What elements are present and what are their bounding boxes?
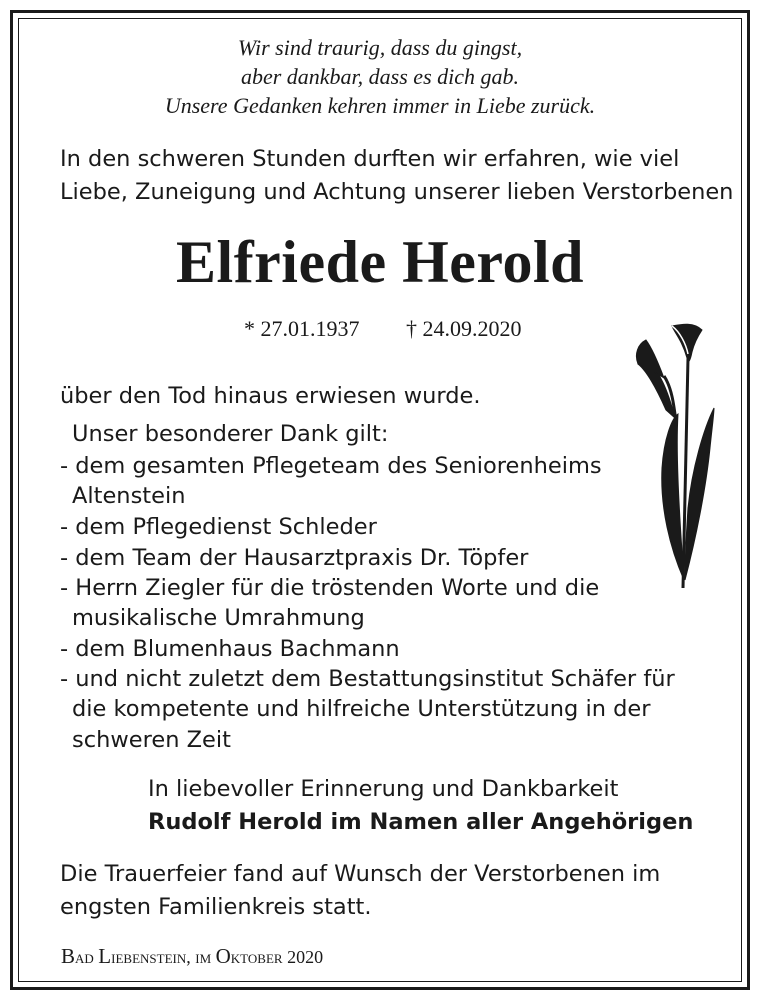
poem-line-3: Unsere Gedanken kehren immer in Liebe zurück. [164, 93, 596, 118]
thanks-line-3: - dem Pflegedienst Schleder [60, 514, 377, 540]
ceremony-line-1: Die Trauerfeier fand auf Wunsch der Verstorbenen im [60, 861, 661, 887]
closing-line: In liebevoller Erinnerung und Dankbarkeit [148, 776, 619, 802]
death-date: † 24.09.2020 [406, 316, 522, 341]
thanks-line-7: - dem Blumenhaus Bachmann [60, 636, 400, 662]
birth-date: * 27.01.1937 [244, 316, 360, 341]
thanks-line-4: - dem Team der Hausarztpraxis Dr. Töpfer [60, 545, 529, 571]
thanks-line-1: - dem gesamten Pflegeteam des Seniorenheims [60, 453, 602, 479]
thanks-line-5: - Herrn Ziegler für die tröstenden Worte und die [60, 575, 600, 601]
after-name-line: über den Tod hinaus erwiesen wurde. [60, 383, 481, 409]
thanks-line-10: schweren Zeit [72, 727, 231, 753]
ceremony-line-2: engsten Familienkreis statt. [60, 894, 372, 920]
thanks-line-8: - und nicht zuletzt dem Bestattungsinstitut Schäfer für [60, 666, 675, 692]
place-date: Bad Liebenstein, im Oktober 2020 [61, 944, 324, 968]
thanks-heading: Unser besonderer Dank gilt: [72, 421, 389, 447]
thanks-line-2: Altenstein [72, 483, 186, 509]
poem-line-1: Wir sind traurig, dass du gingst, [237, 35, 523, 60]
thanks-line-6: musikalische Umrahmung [72, 605, 365, 631]
thanks-line-9: die kompetente und hilfreiche Unterstützung in der [72, 696, 651, 722]
poem-line-2: aber dankbar, dass es dich gab. [240, 64, 520, 89]
deceased-name: Elfriede Herold [176, 229, 584, 295]
signature-line: Rudolf Herold im Namen aller Angehörigen [148, 809, 694, 835]
calla-lily-icon [628, 318, 720, 596]
intro-line-2: Liebe, Zuneigung und Achtung unserer lieben Verstorbenen [60, 179, 734, 205]
intro-line-1: In den schweren Stunden durften wir erfahren, wie viel [60, 146, 680, 172]
